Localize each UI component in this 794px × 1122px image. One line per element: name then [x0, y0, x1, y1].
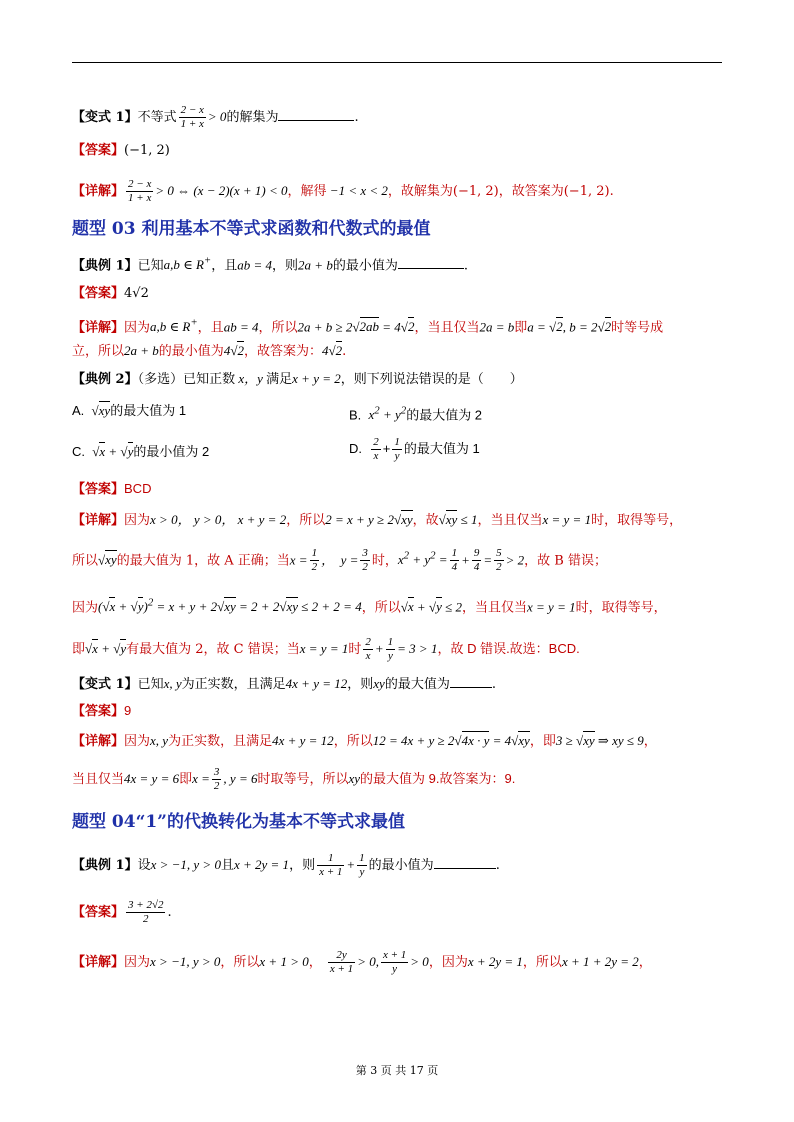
option-text: 的最大值为 2	[406, 407, 483, 423]
detail-text: ，解得	[287, 184, 327, 199]
detail-text: 所以	[72, 553, 99, 569]
detail-text: 时取等号，所以	[257, 772, 349, 787]
answer-blank	[434, 856, 496, 869]
detail-text: ，所以	[361, 600, 401, 616]
example-2-detail-line4: 即√x + √y有最大值为 2，故 C 错误；当x = y = 1时 $\frac{2}{x}$ + $\frac{1}{y}$ = 3 > 1，故 D 错误.故选：BCD.	[72, 636, 580, 662]
variant-2-question: 【变式 1】已知x, y为正实数，且满足4x + y = 12，则xy的最大值为 .	[72, 676, 496, 692]
detail-text: 当且仅当	[72, 772, 125, 787]
q-text: （多选）已知正数	[137, 372, 236, 387]
header-rule	[72, 62, 722, 63]
option-text: 的最大值为 1	[110, 403, 187, 418]
detail-text: 因为	[124, 955, 151, 970]
option-d: D. $\frac{2}{x}$ + $\frac{1}{y}$ 的最大值为 1	[349, 436, 480, 462]
detail-text: 因为	[124, 513, 151, 528]
answer-value: BCD	[124, 481, 152, 496]
variant-label: 【变式 1】	[72, 110, 138, 125]
detail-text: 时，	[371, 553, 398, 569]
q-text: 的解集为	[226, 110, 279, 125]
example-1-detail-line1: 【详解】因为a,b ∈ R+，且ab = 4，所以2a + b ≥ 2√2ab = 4√2，当且仅当2a = b即a = √2, b = 2√2时等号成	[72, 317, 664, 336]
detail-text: ，当且仅当	[477, 513, 543, 528]
detail-text: 时，取得等号，	[575, 600, 667, 616]
q-text: ，则	[289, 858, 316, 873]
example-label: 【典例 1】	[72, 858, 138, 873]
detail-text: ，故 B 错误；	[524, 553, 607, 569]
answer-label: 【答案】	[72, 905, 125, 920]
variant-1-detail: 【详解】 $\frac{2 - x}{1 + x}$ > 0 ⇔ (x − 2)(x + 1) < 0，解得 −1 < x < 2，故解集为(−1, 2)，故答案为(−1, 2).	[72, 178, 614, 204]
example-3-answer: 【答案】 $\frac{3 + 2√2}{2}$ .	[72, 899, 172, 925]
detail-text: ，当且仅当	[414, 320, 480, 336]
detail-text: 有最大值为 2，故 C 错误；当	[126, 642, 300, 657]
q-text: ，则	[272, 258, 299, 274]
detail-text: ，故 D 错误.故选：BCD.	[437, 641, 580, 656]
answer-blank	[398, 256, 464, 269]
detail-label: 【详解】	[72, 184, 125, 199]
example-1-question: 【典例 1】已知a,b ∈ R+，且ab = 4，则2a + b的最小值为 .	[72, 255, 468, 274]
answer-value: 9	[124, 703, 132, 718]
detail-text: 为正实数，且满足	[168, 734, 273, 749]
variant-2-detail-line1: 【详解】因为x, y为正实数，且满足4x + y = 12，所以12 = 4x + y ≥ 2√4x · y = 4√xy，即3 ≥ √xy ⇒ xy ≤ 9，	[72, 733, 657, 749]
detail-text: ，所以	[333, 734, 373, 749]
detail-label: 【详解】	[72, 320, 125, 336]
q-text: 满足	[266, 372, 293, 387]
detail-text: ，即	[529, 734, 556, 749]
detail-label: 【详解】	[72, 734, 125, 749]
example-2-question: 【典例 2】（多选）已知正数 x，y 满足x + y = 2，则下列说法错误的是（ ）	[72, 371, 523, 387]
detail-text: 的最小值为	[158, 344, 224, 359]
q-text: 已知	[137, 677, 164, 692]
example-1-answer	[72, 284, 149, 304]
detail-text: ，所以	[220, 955, 260, 970]
example-1-detail-line2: 立，所以2a + b的最小值为4√2，故答案为：4√2.	[72, 343, 347, 359]
detail-text: ，所以	[258, 320, 298, 336]
detail-text: 因为	[124, 734, 151, 749]
q-text: 不等式	[137, 110, 177, 125]
detail-text: 时等号成	[611, 320, 664, 336]
q-text: ，则下列说法错误的是（ ）	[340, 372, 523, 387]
answer-value: 4√2	[124, 286, 149, 301]
detail-text: 的最大值为 9.故答案为：9.	[360, 771, 516, 786]
detail-text: 即	[179, 772, 193, 787]
option-a: A. √xy的最大值为 1	[72, 403, 187, 418]
example-3-detail: 【详解】因为x > −1, y > 0，所以x + 1 > 0， $\frac{2y}{x + 1}$ > 0, $\frac{x + 1}{y}$ > 0，因为x + 2y = 1，所以x + 1 + 2y = 2，	[72, 949, 652, 975]
q-text: 已知	[137, 258, 164, 274]
section-heading-03: 题型 03 利用基本不等式求函数和代数式的最值	[72, 219, 431, 239]
q-text: ，且	[211, 258, 238, 274]
fraction: $\frac{2 - x}{1 + x}$	[180, 104, 204, 130]
detail-text: ，当且仅当	[461, 600, 527, 616]
example-2-answer	[72, 479, 151, 500]
q-text: ，则	[347, 677, 374, 692]
answer-blank	[450, 675, 492, 688]
detail-text: ，故	[412, 513, 439, 528]
detail-label: 【详解】	[72, 955, 125, 970]
detail-text: ，所以	[522, 955, 562, 970]
q-text: 的最小值为	[332, 258, 398, 274]
example-label: 【典例 1】	[72, 258, 138, 274]
detail-text: 因为	[124, 320, 151, 336]
detail-text: 立，所以	[72, 344, 125, 359]
answer-value: (−1, 2)	[124, 143, 170, 158]
answer-label: 【答案】	[72, 143, 125, 158]
option-text: 的最小值为 2	[133, 444, 210, 459]
option-b: B. $x^2 + y^2$的最大值为 2	[349, 405, 483, 423]
page-footer: 第 3 页 共 17 页	[355, 1064, 439, 1077]
detail-text: ，因为	[428, 955, 468, 970]
detail-text: ，且	[197, 320, 224, 336]
detail-text: 即	[72, 642, 86, 657]
detail-text: ，所以	[286, 513, 326, 528]
option-text: 的最大值为 1	[403, 440, 480, 456]
detail-text: 时，取得等号，	[591, 513, 683, 528]
variant-1-question: 【变式 1】不等式 $\frac{2 - x}{1 + x}$ > 0的解集为 .	[72, 104, 359, 130]
q-text: 的最大值为	[384, 677, 450, 692]
q-text: 且	[220, 858, 234, 873]
answer-label: 【答案】	[72, 482, 125, 497]
detail-text: 因为	[72, 600, 99, 616]
detail-text: 的最大值为 1，故 A 正确；当	[116, 553, 290, 569]
detail-text: ，故解集为(−1, 2)，故答案为(−1, 2).	[387, 184, 614, 199]
example-3-question: 【典例 1】设x > −1, y > 0且x + 2y = 1，则 $\frac{1}{x + 1}$ + $\frac{1}{y}$ 的最小值为 .	[72, 852, 500, 878]
variant-1-answer	[72, 141, 170, 161]
detail-text: ，故答案为：	[243, 344, 322, 359]
variant-2-detail-line2: 当且仅当4x = y = 6即x = $\frac{3}{2}$ , y = 6时取等号，所以xy的最大值为 9.故答案为：9.	[72, 766, 516, 792]
answer-blank	[278, 108, 354, 121]
answer-label: 【答案】	[72, 704, 125, 719]
variant-2-answer	[72, 701, 131, 722]
detail-text: 即	[514, 320, 528, 336]
example-label: 【典例 2】	[72, 372, 138, 387]
example-2-detail-line1: 【详解】因为x > 0， y > 0， x + y = 2，所以2 = x + y ≥ 2√xy，故√xy ≤ 1，当且仅当x = y = 1时，取得等号，	[72, 512, 683, 528]
q-text: 的最小值为	[368, 858, 434, 873]
detail-label: 【详解】	[72, 513, 125, 528]
section-heading-04: 题型 04“1”的代换转化为基本不等式求最值	[72, 812, 405, 832]
detail-text: 时	[348, 642, 362, 657]
q-text: 为正实数，且满足	[181, 677, 286, 692]
option-c: C. √x + √y的最小值为 2	[72, 444, 210, 459]
answer-label: 【答案】	[72, 286, 125, 301]
example-2-detail-line2: 所以√xy的最大值为 1，故 A 正确；当x = $\frac{1}{2}$ ， y = $\frac{3}{2}$ 时，$x^2 + y^2$ = $\frac{1}{4}$ + $\frac{9}{4}$ = $\frac{5}{2}$ > 2，故 B 错误；	[72, 547, 607, 574]
variant-label: 【变式 1】	[72, 677, 138, 692]
example-2-detail-line3: 因为$(√x + √y)^2 = x + y + 2√xy = 2 + 2√xy \le 2 + 2 = 4$，所以√x + √y ≤ 2，当且仅当x = y = 1时，取得等号，	[72, 597, 667, 616]
q-text: 设	[137, 858, 151, 873]
